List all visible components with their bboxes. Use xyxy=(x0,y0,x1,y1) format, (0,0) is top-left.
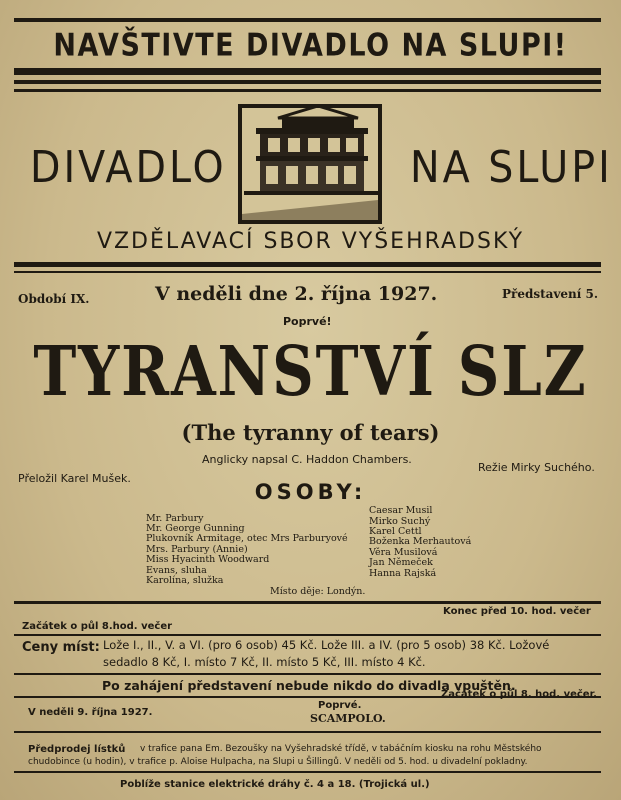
no-entry-notice: Po zahájení představení nebude nikdo do divadla vpuštěn. xyxy=(102,678,516,693)
place-of-action: Místo děje: Londýn. xyxy=(270,586,366,597)
banner-rule-2 xyxy=(14,80,601,84)
presale-rule xyxy=(14,771,601,773)
cast-role: Mr. Parbury xyxy=(146,513,204,524)
cast-role: Evans, sluha xyxy=(146,565,207,576)
premiere-label: Poprvé! xyxy=(283,315,332,328)
director-line: Režie Mirky Suchého. xyxy=(478,461,595,474)
next-start: Začátek o půl 8. hod. večer. xyxy=(441,689,597,700)
cast-actor: Věra Musilová xyxy=(369,547,438,558)
performance-date: V neděli dne 2. října 1927. xyxy=(155,283,438,305)
tram-info: Poblíže stanice elektrické dráhy č. 4 a 18. (Trojická ul.) xyxy=(120,779,430,790)
banner-rule-3 xyxy=(14,89,601,92)
presale-line-1: v trafice pana Em. Bezoušky na Vyšehradské třídě, v tabáčním kiosku na rohu Městského xyxy=(140,744,542,754)
top-rule xyxy=(14,18,601,22)
prices-line-1: Lože I., II., V. a VI. (pro 6 osob) 45 Kč. Lože III. a IV. (pro 5 osob) 38 Kč. Ložové xyxy=(103,638,550,652)
times-rule-top xyxy=(14,601,601,604)
next-title: SCAMPOLO. xyxy=(310,712,386,725)
next-rule xyxy=(14,731,601,733)
cast-actor: Hanna Rajská xyxy=(369,568,437,579)
prices-rule xyxy=(14,673,601,675)
cast-role: Miss Hyacinth Woodward xyxy=(146,554,270,565)
play-subtitle: (The tyranny of tears) xyxy=(181,420,440,445)
next-date: V neděli 9. října 1927. xyxy=(28,707,153,718)
header-rule-1 xyxy=(14,262,601,267)
period: Období IX. xyxy=(18,292,90,306)
translator-line: Přeložil Karel Mušek. xyxy=(18,472,131,485)
header-left: DIVADLO xyxy=(30,142,227,193)
cast-role: Plukovník Armitage, otec Mrs Parburyové xyxy=(146,533,348,544)
cast-heading: OSOBY: xyxy=(254,480,367,504)
banner-headline: NAVŠTIVTE DIVADLO NA SLUPI! xyxy=(53,27,568,64)
presale-label: Předprodej lístků xyxy=(28,744,126,755)
cast-actor: Caesar Musil xyxy=(369,505,433,516)
presale-line-2: chudobince (u hodin), v trafice p. Aloise Hulpacha, na Slupi u Šillingů. V neděli od 5. hod. u divadelní pokladny. xyxy=(28,757,528,767)
author-line: Anglicky napsal C. Haddon Chambers. xyxy=(202,453,412,466)
play-title: TYRANSTVÍ SLZ xyxy=(33,331,588,412)
end-time: Konec před 10. hod. večer xyxy=(443,606,591,617)
cast-role: Karolína, služka xyxy=(146,575,224,586)
prices-label: Ceny míst: xyxy=(22,640,100,655)
header-rule-2 xyxy=(14,271,601,273)
prices-line-2: sedadlo 8 Kč, I. místo 7 Kč, II. místo 5 Kč, III. místo 4 Kč. xyxy=(103,655,426,669)
banner-rule-1 xyxy=(14,68,601,75)
start-time: Začátek o půl 8.hod. večer xyxy=(22,621,173,632)
theatre-building-illustration xyxy=(238,104,382,224)
cast-actor: Mirko Suchý xyxy=(369,516,431,527)
sbor-name: VZDĚLAVACÍ SBOR VYŠEHRADSKÝ xyxy=(96,229,525,254)
times-rule-bottom xyxy=(14,634,601,636)
cast-actor: Karel Cettl xyxy=(369,526,422,537)
cast-actor: Jan Němeček xyxy=(369,557,433,568)
cast-role: Mrs. Parbury (Annie) xyxy=(146,544,248,555)
cast-role: Mr. George Gunning xyxy=(146,523,245,534)
cast-actor: Boženka Merhautová xyxy=(369,536,472,547)
header-right: NA SLUPI xyxy=(410,142,613,193)
next-premiere: Poprvé. xyxy=(318,700,362,711)
performance-number: Představení 5. xyxy=(502,287,599,301)
